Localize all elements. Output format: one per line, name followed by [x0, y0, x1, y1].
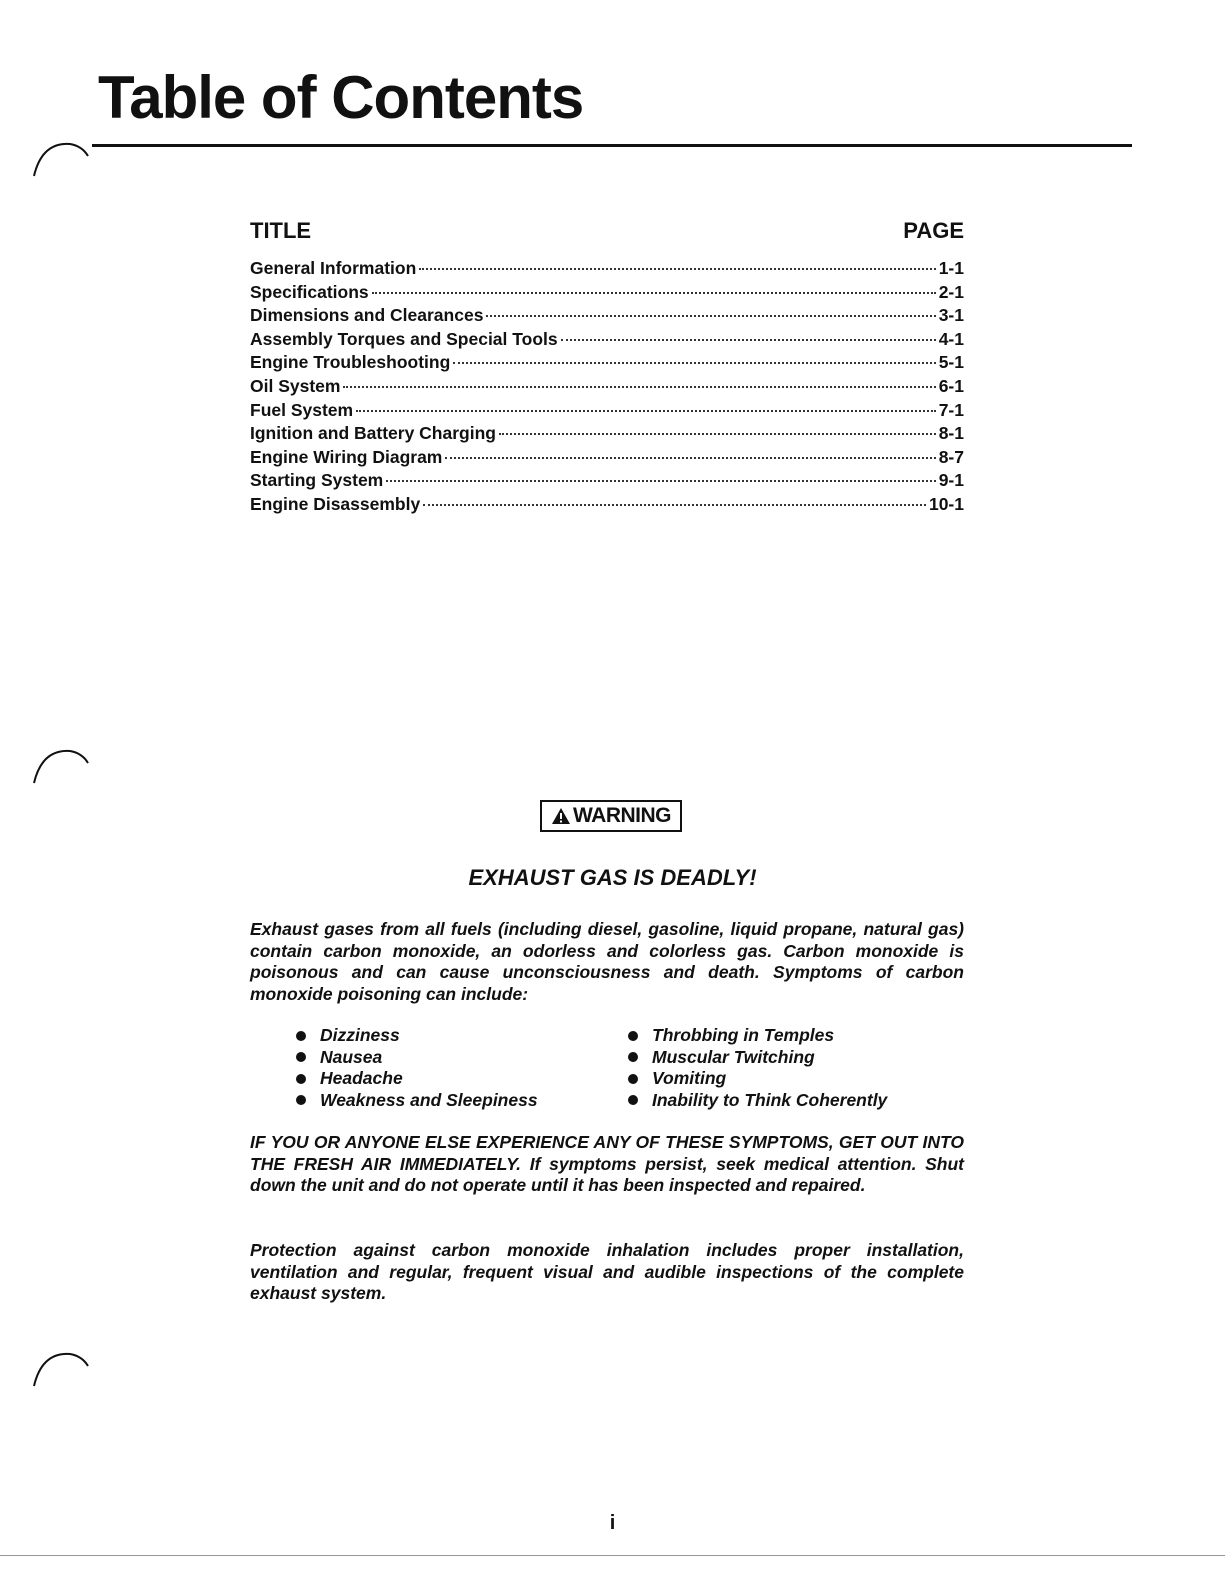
- binder-hole-mark: [30, 1348, 94, 1388]
- toc-entry-page: 7-1: [938, 399, 964, 420]
- warning-protection-paragraph: Protection against carbon monoxide inhalation includes proper installation, ventilation and regular, frequent visual and audible inspections of the complete exhaust system.: [250, 1240, 964, 1303]
- toc-entry-page: 5-1: [938, 352, 964, 373]
- toc-entry-page: 4-1: [938, 328, 964, 349]
- symptom-item: [628, 1025, 887, 1047]
- toc-entry-page: 6-1: [938, 375, 964, 396]
- symptom-text: Nausea: [320, 1046, 383, 1067]
- symptom-item: [296, 1025, 538, 1047]
- toc-entry-title: Ignition and Battery Charging: [250, 423, 496, 444]
- toc-entry-page: 2-1: [938, 281, 964, 302]
- toc-entry-page: 9-1: [938, 470, 964, 491]
- dot-leader: [419, 268, 935, 270]
- toc-entry-page: 1-1: [938, 258, 964, 278]
- bullet-icon: [296, 1052, 306, 1062]
- dot-leader: [561, 339, 936, 341]
- toc-entry-page: 8-1: [938, 423, 964, 444]
- toc-entry-page: 3-1: [938, 305, 964, 326]
- toc-entry: [250, 400, 964, 424]
- symptom-text: Throbbing in Temples: [652, 1025, 835, 1046]
- symptom-text: Dizziness: [320, 1025, 400, 1046]
- dot-leader: [423, 504, 926, 506]
- toc-entry-title: Specifications: [250, 281, 369, 302]
- toc-entry-title: Starting System: [250, 470, 384, 491]
- page-number: i: [609, 1512, 616, 1534]
- toc-list: [250, 258, 964, 518]
- page-title: Table of Contents: [98, 64, 584, 131]
- dot-leader: [343, 386, 935, 388]
- bullet-icon: [628, 1074, 638, 1084]
- warning-intro-paragraph: Exhaust gases from all fuels (including diesel, gasoline, liquid propane, natural gas) contain carbon monoxide, an odorless and colorless gas. Carbon monoxide is poisonous and can cause unconsciousness and death. Symptoms of carbon monoxide poisoning can include:: [250, 919, 964, 1004]
- toc-entry-title: Fuel System: [250, 399, 354, 420]
- bullet-icon: [296, 1095, 306, 1105]
- toc-entry: [250, 376, 964, 400]
- toc-entry: [250, 494, 964, 518]
- toc-entry-title: General Information: [250, 258, 417, 278]
- toc-entry-title: Assembly Torques and Special Tools: [250, 328, 558, 349]
- symptom-text: Vomiting: [652, 1068, 727, 1089]
- warning-action-paragraph: IF YOU OR ANYONE ELSE EXPERIENCE ANY OF THESE SYMPTOMS, GET OUT INTO THE FRESH AIR IMMEDIATELY. If symptoms persist, seek medical attention. Shut down the unit and do not operate until it has been inspected and repaired.: [250, 1132, 964, 1195]
- toc-entry: [250, 352, 964, 376]
- toc-entry: [250, 305, 964, 329]
- bullet-icon: [628, 1052, 638, 1062]
- warning-triangle-icon: [551, 807, 571, 825]
- symptoms-list-left: [296, 1025, 538, 1111]
- dot-leader: [486, 315, 935, 317]
- symptom-text: Muscular Twitching: [652, 1046, 815, 1067]
- toc-title-column-header: TITLE: [250, 218, 312, 243]
- symptom-item: [628, 1068, 887, 1090]
- toc-entry-title: Oil System: [250, 375, 341, 396]
- warning-label-text: WARNING: [573, 804, 671, 827]
- toc-entry-title: Dimensions and Clearances: [250, 305, 484, 326]
- dot-leader: [453, 362, 935, 364]
- toc-entry-title: Engine Disassembly: [250, 493, 421, 514]
- toc-header: [250, 218, 964, 252]
- dot-leader: [499, 433, 936, 435]
- symptom-item: [296, 1090, 538, 1112]
- bullet-icon: [628, 1095, 638, 1105]
- toc-page-column-header: PAGE: [903, 218, 964, 243]
- bullet-icon: [628, 1031, 638, 1041]
- symptom-item: [296, 1068, 538, 1090]
- symptom-text: Weakness and Sleepiness: [320, 1089, 538, 1110]
- toc-entry-title: Engine Wiring Diagram: [250, 446, 443, 467]
- toc-entry-page: 10-1: [928, 493, 964, 514]
- toc-entry-page: 8-7: [938, 446, 964, 467]
- toc-entry: [250, 447, 964, 471]
- binder-hole-mark: [30, 138, 94, 178]
- dot-leader: [372, 292, 936, 294]
- title-divider: [92, 144, 1132, 147]
- page-bottom-edge: [0, 1555, 1225, 1556]
- toc-entry: [250, 423, 964, 447]
- symptom-item: [628, 1047, 887, 1069]
- bullet-icon: [296, 1074, 306, 1084]
- dot-leader: [356, 410, 936, 412]
- binder-hole-mark: [30, 745, 94, 785]
- toc-entry-title: Engine Troubleshooting: [250, 352, 451, 373]
- dot-leader: [445, 457, 935, 459]
- symptom-item: [628, 1090, 887, 1112]
- toc-entry: [250, 282, 964, 306]
- toc-entry: [250, 329, 964, 353]
- dot-leader: [386, 480, 935, 482]
- table-of-contents: [250, 218, 964, 518]
- warning-label: [540, 800, 682, 832]
- symptom-text: Inability to Think Coherently: [652, 1089, 888, 1110]
- symptoms-list-right: [628, 1025, 887, 1111]
- symptom-text: Headache: [320, 1068, 403, 1089]
- toc-entry: [250, 470, 964, 494]
- symptom-item: [296, 1047, 538, 1069]
- bullet-icon: [296, 1031, 306, 1041]
- warning-heading: EXHAUST GAS IS DEADLY!: [468, 865, 757, 890]
- toc-entry: [250, 258, 964, 282]
